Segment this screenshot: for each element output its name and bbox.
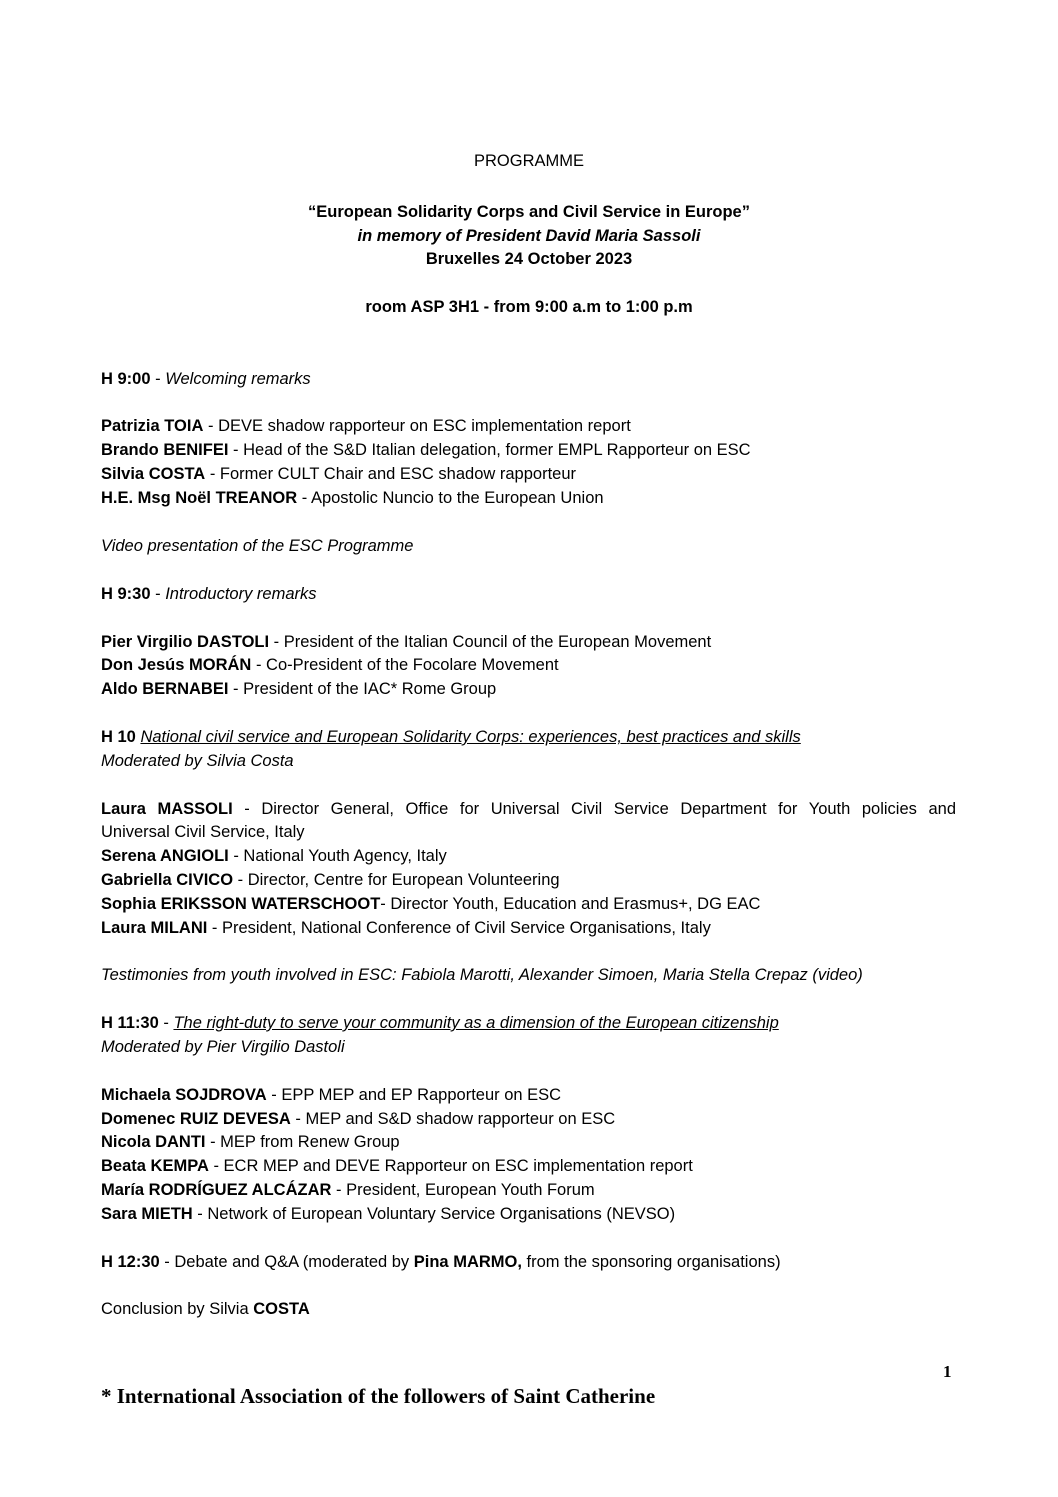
speaker-line bbox=[101, 1131, 400, 1153]
speaker-role: - Director, Centre for European Volunteering bbox=[233, 871, 560, 889]
speaker-line bbox=[101, 1155, 693, 1177]
speaker-name: María RODRÍGUEZ ALCÁZAR bbox=[101, 1181, 332, 1199]
speaker-line bbox=[101, 893, 760, 915]
session-5-heading: H 12:30 - Debate and Q&A (moderated by Pina MARMO, from the sponsoring organisations) bbox=[101, 1253, 781, 1271]
speaker-role: - ECR MEP and DEVE Rapporteur on ESC implementation report bbox=[208, 1157, 693, 1175]
speaker-role-continued: Universal Civil Service, Italy bbox=[101, 823, 305, 841]
event-title: “European Solidarity Corps and Civil Service in Europe” bbox=[308, 203, 750, 221]
event-place-date: Bruxelles 24 October 2023 bbox=[425, 250, 633, 268]
speaker-name: Domenec RUIZ DEVESA bbox=[101, 1110, 291, 1128]
session-title: National civil service and European Solidarity Corps: experiences, best practices and skills bbox=[140, 728, 801, 746]
session-time: H 9:00 bbox=[101, 370, 151, 388]
speaker-role: - President, European Youth Forum bbox=[331, 1181, 595, 1199]
speaker-role: - MEP and S&D shadow rapporteur on ESC bbox=[290, 1110, 616, 1128]
speaker-role: - National Youth Agency, Italy bbox=[228, 847, 447, 865]
session-time: H 10 bbox=[101, 728, 136, 746]
speaker-name: H.E. Msg Noël TREANOR bbox=[101, 489, 298, 507]
speaker-line bbox=[101, 1084, 561, 1106]
speaker-role: - DEVE shadow rapporteur on ESC implementation report bbox=[203, 417, 631, 435]
speaker-line bbox=[101, 845, 447, 867]
speaker-line bbox=[101, 654, 559, 676]
session-1-heading: H 9:00 - Welcoming remarks bbox=[101, 370, 311, 388]
speaker-role: - MEP from Renew Group bbox=[205, 1133, 400, 1151]
conclusion-line: Conclusion by Silvia COSTA bbox=[101, 1300, 310, 1318]
event-room-time: room ASP 3H1 - from 9:00 a.m to 1:00 p.m bbox=[365, 298, 693, 316]
session-title: The right-duty to serve your community as a dimension of the European citizenship bbox=[173, 1014, 779, 1032]
speaker-role: - President of the Italian Council of the European Movement bbox=[269, 633, 712, 651]
speaker-line bbox=[101, 1108, 615, 1130]
speaker-role: - Former CULT Chair and ESC shadow rapporteur bbox=[205, 465, 577, 483]
session-time: H 9:30 bbox=[101, 585, 151, 603]
speaker-name: Laura MILANI bbox=[101, 919, 208, 937]
programme-heading: PROGRAMME bbox=[473, 152, 584, 170]
speaker-role: - President of the IAC* Rome Group bbox=[228, 680, 497, 698]
speaker-role: - Director General, Office for Universal Civil Service Department for Youth policies and bbox=[232, 800, 957, 818]
session-3-heading bbox=[101, 726, 801, 748]
speaker-line bbox=[101, 1179, 595, 1201]
speaker-line bbox=[101, 869, 560, 891]
speaker-name: Brando BENIFEI bbox=[101, 441, 229, 459]
session-moderator: Moderated by Silvia Costa bbox=[101, 752, 294, 770]
session-moderator: Moderated by Pier Virgilio Dastoli bbox=[101, 1038, 345, 1056]
speaker-line bbox=[101, 463, 576, 485]
speaker-name: Beata KEMPA bbox=[101, 1157, 209, 1175]
session-time: H 11:30 bbox=[101, 1014, 159, 1032]
speaker-role: - Co-President of the Focolare Movement bbox=[251, 656, 559, 674]
speaker-role: - EPP MEP and EP Rapporteur on ESC bbox=[266, 1086, 562, 1104]
speaker-name: Laura MASSOLI bbox=[101, 800, 233, 818]
speaker-name: Sophia ERIKSSON WATERSCHOOT bbox=[101, 895, 381, 913]
speaker-role: - Apostolic Nuncio to the European Union bbox=[297, 489, 604, 507]
speaker-role: - Network of European Voluntary Service Organisations (NEVSO) bbox=[192, 1205, 676, 1223]
speaker-name: Don Jesús MORÁN bbox=[101, 656, 252, 674]
page-number: 1 bbox=[943, 1362, 952, 1381]
speaker-line bbox=[101, 439, 751, 461]
speaker-role: - Head of the S&D Italian delegation, former EMPL Rapporteur on ESC bbox=[228, 441, 751, 459]
speaker-line bbox=[101, 487, 604, 509]
footnote: * International Association of the followers of Saint Catherine bbox=[101, 1384, 656, 1408]
speaker-name: Silvia COSTA bbox=[101, 465, 206, 483]
speaker-name: Pier Virgilio DASTOLI bbox=[101, 633, 270, 651]
speaker-role: - President, National Conference of Civil Service Organisations, Italy bbox=[207, 919, 711, 937]
event-dedication: in memory of President David Maria Sassoli bbox=[357, 227, 701, 245]
session-2-heading: H 9:30 - Introductory remarks bbox=[101, 585, 317, 603]
moderator-name: Pina MARMO, bbox=[413, 1253, 522, 1271]
speaker-line bbox=[101, 631, 711, 653]
testimonies-note: Testimonies from youth involved in ESC: Fabiola Marotti, Alexander Simoen, Maria Stella Crepaz (video) bbox=[101, 966, 863, 984]
speaker-line bbox=[101, 1203, 675, 1225]
conclusion-speaker: COSTA bbox=[253, 1300, 310, 1318]
session-4-heading: H 11:30 - The right-duty to serve your community as a dimension of the European citizenship bbox=[101, 1014, 779, 1032]
session-title: Welcoming remarks bbox=[165, 370, 311, 388]
speaker-line bbox=[101, 678, 496, 700]
speaker-line bbox=[101, 917, 711, 939]
speaker-name: Sara MIETH bbox=[101, 1205, 193, 1223]
speaker-line bbox=[101, 798, 956, 820]
video-presentation-note: Video presentation of the ESC Programme bbox=[101, 537, 414, 555]
session-time: H 12:30 bbox=[101, 1253, 160, 1271]
session-title: Introductory remarks bbox=[165, 585, 317, 603]
speaker-line bbox=[101, 415, 631, 437]
speaker-name: Aldo BERNABEI bbox=[101, 680, 229, 698]
speaker-role: - Director Youth, Education and Erasmus+, DG EAC bbox=[380, 895, 761, 913]
speaker-name: Michaela SOJDROVA bbox=[101, 1086, 267, 1104]
speaker-name: Patrizia TOIA bbox=[101, 417, 204, 435]
speaker-name: Gabriella CIVICO bbox=[101, 871, 234, 889]
speaker-name: Nicola DANTI bbox=[101, 1133, 206, 1151]
speaker-name: Serena ANGIOLI bbox=[101, 847, 229, 865]
